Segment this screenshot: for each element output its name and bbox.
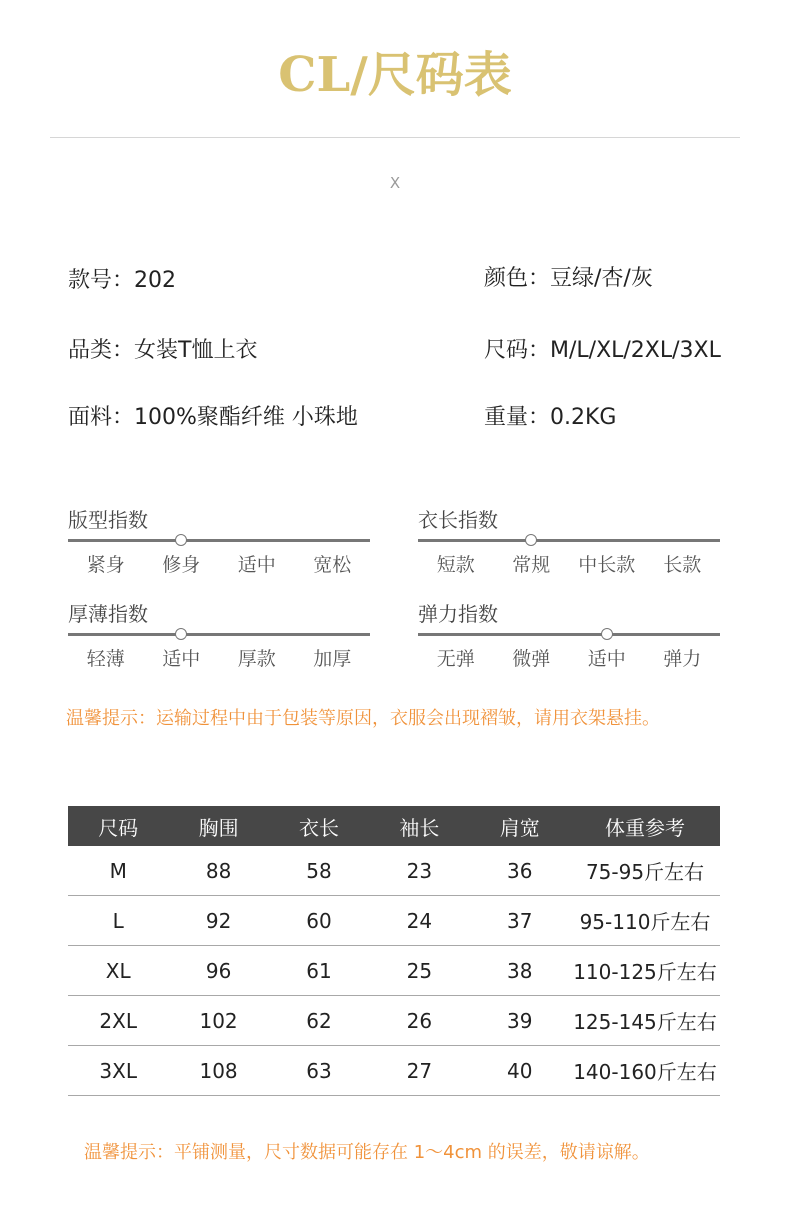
care-tip: 温馨提示：运输过程中由于包装等原因，衣服会出现褶皱，请用衣架悬挂。 — [66, 708, 660, 729]
table-cell: 92 — [168, 896, 268, 946]
column-header: 衣长 — [269, 806, 369, 846]
column-header: 体重参考 — [570, 806, 720, 846]
scale-option: 无弹 — [436, 648, 475, 670]
table-row — [68, 946, 720, 996]
table-row — [68, 996, 720, 1046]
table-row — [68, 846, 720, 896]
scale-option: 短款 — [436, 554, 475, 576]
table-cell: XL — [68, 946, 168, 996]
page-title: CL/尺码表 — [278, 47, 512, 103]
scale-option: 适中 — [587, 648, 626, 670]
fit-index-track — [68, 539, 370, 542]
scale-option: 长款 — [663, 554, 702, 576]
scale-option: 加厚 — [313, 648, 352, 670]
length-index-marker — [525, 534, 537, 546]
table-cell: L — [68, 896, 168, 946]
table-row — [68, 896, 720, 946]
fabric-info: 面料：100%聚酯纤维 小珠地 — [68, 405, 358, 430]
elasticity-index-title: 弹力指数 — [418, 602, 498, 626]
table-cell: 37 — [470, 896, 570, 946]
table-cell: 60 — [269, 896, 369, 946]
elasticity-index-marker — [601, 628, 613, 640]
table-cell: 23 — [369, 846, 469, 896]
size-table — [68, 806, 720, 1096]
length-index-title: 衣长指数 — [418, 508, 498, 532]
table-cell: 27 — [369, 1046, 469, 1096]
fit-index-marker — [175, 534, 187, 546]
category-info: 品类：女装T恤上衣 — [68, 338, 258, 363]
scale-option: 宽松 — [313, 554, 352, 576]
close-icon: X — [389, 174, 401, 192]
elasticity-index-options — [418, 647, 720, 671]
table-cell: 125-145斤左右 — [570, 996, 720, 1046]
scale-option: 适中 — [162, 648, 201, 670]
color-info: 颜色：豆绿/杏/灰 — [484, 266, 653, 291]
table-cell: 95-110斤左右 — [570, 896, 720, 946]
table-cell: 25 — [369, 946, 469, 996]
table-cell: 108 — [168, 1046, 268, 1096]
scale-option: 修身 — [162, 554, 201, 576]
scale-option: 轻薄 — [86, 648, 125, 670]
scale-option: 厚款 — [237, 648, 276, 670]
weight-info: 重量：0.2KG — [484, 405, 617, 430]
scale-option: 中长款 — [578, 554, 636, 576]
table-cell: 36 — [470, 846, 570, 896]
fit-index-title: 版型指数 — [68, 508, 148, 532]
table-cell: M — [68, 846, 168, 896]
table-cell: 2XL — [68, 996, 168, 1046]
thickness-index-options — [68, 647, 370, 671]
table-cell: 24 — [369, 896, 469, 946]
table-cell: 39 — [470, 996, 570, 1046]
column-header: 尺码 — [68, 806, 168, 846]
column-header: 肩宽 — [470, 806, 570, 846]
table-cell: 63 — [269, 1046, 369, 1096]
table-header-row — [68, 806, 720, 846]
title-divider — [50, 137, 740, 138]
thickness-index-track — [68, 633, 370, 636]
scale-option: 弹力 — [663, 648, 702, 670]
scale-option: 适中 — [237, 554, 276, 576]
column-header: 袖长 — [369, 806, 469, 846]
fit-index-options — [68, 553, 370, 577]
length-index-options — [418, 553, 720, 577]
scale-option: 微弹 — [512, 648, 551, 670]
table-cell: 96 — [168, 946, 268, 996]
scale-option: 常规 — [512, 554, 551, 576]
table-cell: 88 — [168, 846, 268, 896]
table-cell: 62 — [269, 996, 369, 1046]
column-header: 胸围 — [168, 806, 268, 846]
thickness-index-marker — [175, 628, 187, 640]
scale-option: 紧身 — [86, 554, 125, 576]
table-cell: 140-160斤左右 — [570, 1046, 720, 1096]
table-cell: 26 — [369, 996, 469, 1046]
thickness-index-title: 厚薄指数 — [68, 602, 148, 626]
table-cell: 3XL — [68, 1046, 168, 1096]
table-cell: 58 — [269, 846, 369, 896]
table-cell: 102 — [168, 996, 268, 1046]
length-index-track — [418, 539, 720, 542]
measurement-tip: 温馨提示：平铺测量，尺寸数据可能存在 1～4cm 的误差，敬请谅解。 — [84, 1142, 650, 1163]
style-number: 款号：202 — [68, 268, 176, 293]
table-cell: 110-125斤左右 — [570, 946, 720, 996]
elasticity-index-track — [418, 633, 720, 636]
table-row — [68, 1046, 720, 1096]
table-cell: 40 — [470, 1046, 570, 1096]
table-cell: 75-95斤左右 — [570, 846, 720, 896]
table-cell: 61 — [269, 946, 369, 996]
size-info: 尺码：M/L/XL/2XL/3XL — [484, 338, 721, 363]
table-cell: 38 — [470, 946, 570, 996]
